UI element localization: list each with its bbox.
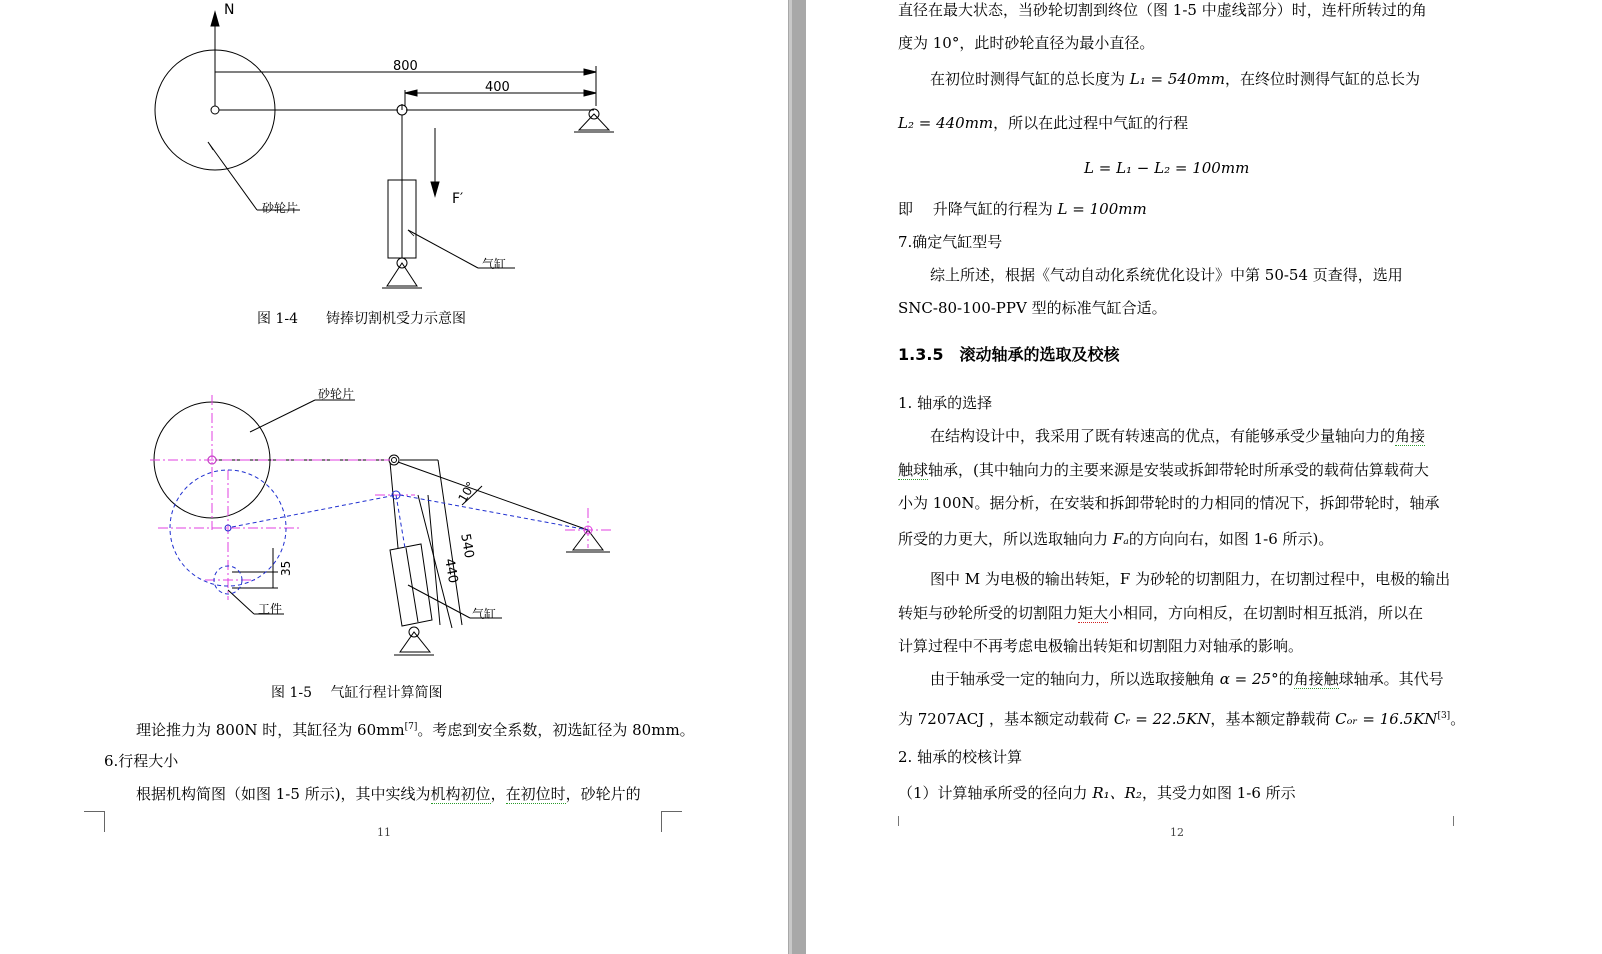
dim-800: 800 [393, 59, 418, 74]
line-3: 在初位时测得气缸的总长度为 L₁ = 540mm，在终位时测得气缸的总长为 [930, 70, 1420, 88]
cylinder-label-2: 气缸 [472, 607, 497, 621]
left-page [0, 0, 788, 954]
subheading-selection: 1. 轴承的选择 [898, 394, 993, 412]
margin-corner-left [84, 811, 105, 832]
dim-440: 440 [441, 557, 461, 585]
margin-corner-right [661, 811, 682, 832]
line-4: L₂ = 440mm，所以在此过程中气缸的行程 [898, 114, 1189, 132]
figure-1-5-caption: 图 1-5 气缸行程计算简图 [271, 685, 443, 701]
line-16: 为 7207ACJ ，基本额定动载荷 Cᵣ = 22.5KN，基本额定静载荷 Cₒᵣ = 16.5KN[3]。 [898, 710, 1466, 728]
line-2: 度为 10°，此时砂轮直径为最小直径。 [898, 34, 1155, 52]
line-1: 直径在最大状态，当砂轮切割到终位（图 1-5 中虚线部分）时，连杆所转过的角 [898, 1, 1427, 19]
line-6: 综上所述，根据《气动自动化系统优化设计》中第 50-54 页查得，选用 [930, 266, 1403, 284]
margin-tick-left [898, 816, 899, 826]
citation-3: [3] [1437, 711, 1451, 721]
subheading-check: 2. 轴承的校核计算 [898, 748, 1023, 766]
heading-stroke: 6.行程大小 [104, 752, 179, 770]
line-14: 计算过程中不再考虑电极输出转矩和切割阻力对轴承的影响。 [898, 637, 1304, 655]
dim-400: 400 [485, 80, 510, 95]
wheel-label: 砂轮片 [262, 201, 299, 215]
paragraph-stroke: 根据机构简图（如图 1-5 所示)，其中实线为机构初位，在初位时，砂轮片的 [136, 785, 641, 803]
dim-35: 35 [279, 560, 293, 576]
page-number-11: 11 [377, 826, 391, 839]
heading-cylinder-model: 7.确定气缸型号 [898, 233, 1003, 251]
line-15: 由于轴承受一定的轴向力，所以选取接触角 α = 25°的角接触球轴承。其代号 [930, 670, 1444, 688]
line-7: SNC-80-100-PPV 型的标准气缸合适。 [898, 299, 1167, 317]
citation-7: [7] [404, 722, 418, 732]
page-number-12: 12 [1170, 826, 1184, 839]
force-label: F′ [452, 191, 464, 207]
margin-tick-right [1453, 816, 1454, 826]
line-17: （1）计算轴承所受的径向力 R₁、R₂，其受力如图 1-6 所示 [898, 784, 1296, 802]
line-9: 触球轴承，(其中轴向力的主要来源是安装或拆卸带轮时所承受的载荷估算载荷大 [898, 461, 1429, 479]
line-8: 在结构设计中，我采用了既有转速高的优点，有能够承受少量轴向力的角接 [930, 427, 1426, 445]
section-heading: 1.3.5 滚动轴承的选取及校核 [898, 345, 1120, 364]
line-13: 转矩与砂轮所受的切割阻力矩大小相同，方向相反，在切割时相互抵消，所以在 [898, 604, 1424, 622]
work-label: 工件 [258, 602, 283, 616]
gutter-shade [789, 0, 792, 954]
line-5: 即 升降气缸的行程为 L = 100mm [898, 200, 1147, 218]
line-10: 小为 100N。据分析，在安装和拆卸带轮时的力相同的情况下，拆卸带轮时，轴承 [898, 494, 1440, 512]
figure-1-4-caption: 图 1-4 铸捧切割机受力示意图 [257, 311, 466, 327]
equation-stroke: L = L₁ − L₂ = 100mm [1084, 159, 1250, 177]
paragraph-thrust: 理论推力为 800N 时，其缸径为 60mm[7]。考虑到安全系数，初选缸径为 80mm。 [136, 721, 695, 739]
figure-1-4 [0, 0, 788, 310]
cylinder-label: 气缸 [482, 257, 507, 271]
north-label: N [224, 2, 235, 18]
figure-1-5 [0, 380, 788, 670]
line-12: 图中 M 为电极的输出转矩，F 为砂轮的切割阻力，在切割过程中，电极的输出 [930, 570, 1451, 588]
right-page [806, 0, 1602, 954]
angle-label: 10° [455, 479, 479, 505]
dim-540: 540 [457, 532, 477, 560]
line-11: 所受的力更大，所以选取轴向力 Fₐ的方向向右，如图 1-6 所示)。 [898, 530, 1334, 548]
wheel-label-2: 砂轮片 [318, 387, 355, 401]
